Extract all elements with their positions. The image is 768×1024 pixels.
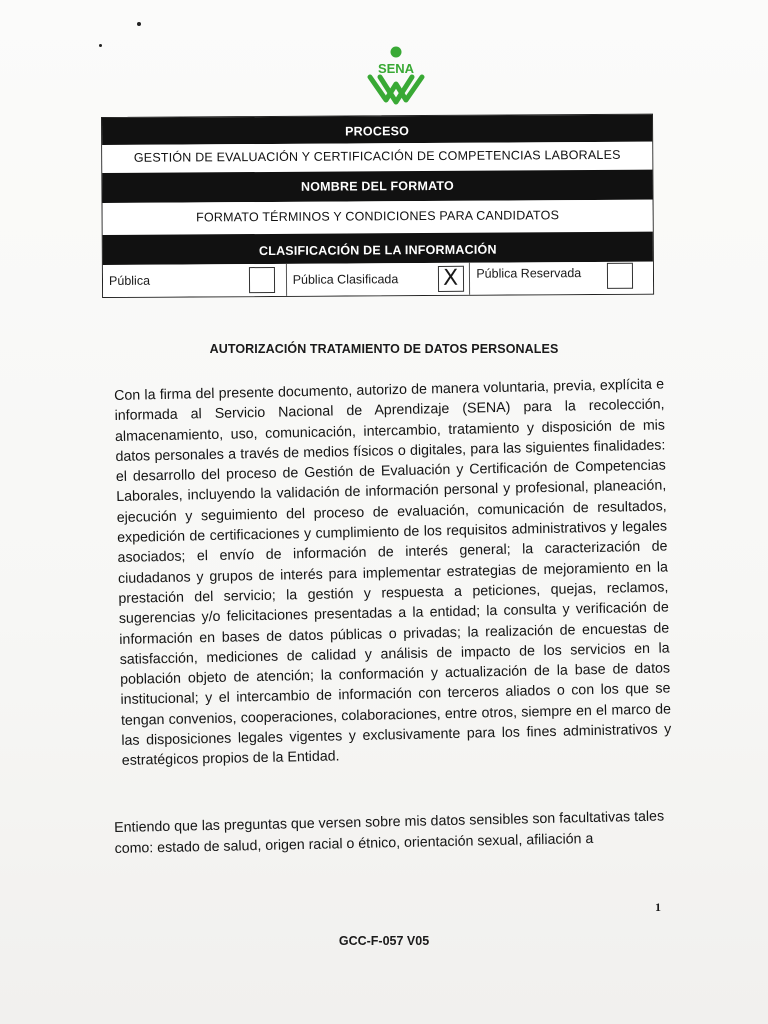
classification-option-publica-clasificada	[287, 263, 471, 296]
document-title: AUTORIZACIÓN TRATAMIENTO DE DATOS PERSONALES	[209, 342, 559, 356]
format-label: NOMBRE DEL FORMATO	[102, 170, 652, 203]
classification-option-publica	[103, 264, 287, 297]
classification-options	[103, 262, 653, 297]
option-label: Pública	[108, 273, 151, 288]
document-header-table	[101, 114, 654, 298]
authorization-paragraph: Con la firma del presente documento, autorizo de manera voluntaria, previa, explícita e informada al Servicio Nacional de Aprendizaje (SENA) para la recolección, almacenamiento, uso, comunicación, intercambio, tratamiento y disposición de mis datos personales a través de medios físicos o digitales, para las siguientes finalidades: el desarrollo del proceso de Gestión de Evaluación y Certificación de Competencias Laborales, incluyendo la validación de información personal y profesional, planeación, ejecución y seguimiento del proceso de evaluación, comunicación de resultados, expedición de certificaciones y cumplimiento de los requisitos administrativos y legales asociados; el envío de información de interés general; la caracterización de ciudadanos y grupos de interés para implementar estrategias de mejoramiento en la prestación del servicio; la gestión y respuesta a peticiones, quejas, reclamos, sugerencias y/o felicitaciones presentadas a la entidad; la consulta y verificación de información en bases de datos públicas o privadas; la realización de encuestas de satisfacción, mediciones de calidad y análisis de impacto de los servicios en la población objeto de atención; la conformación y actualización de la base de datos institucional; y el intercambio de información con terceros aliados o con los que se tengan convenios, cooperaciones, colaboraciones, entre otros, siempre en el marco de las disposiciones legales vigentes y exclusivamente para los fines administrativos y estratégicos propios de la Entidad.	[114, 376, 672, 770]
page-number: 1	[655, 900, 661, 914]
format-value: FORMATO TÉRMINOS Y CONDICIONES PARA CANDIDATOS	[103, 200, 653, 235]
sena-logo-icon	[362, 44, 428, 110]
option-checkbox	[249, 267, 275, 293]
scan-speck	[137, 22, 141, 26]
scan-speck	[99, 44, 102, 47]
classification-label: CLASIFICACIÓN DE LA INFORMACIÓN	[103, 232, 653, 265]
process-label: PROCESO	[102, 115, 652, 145]
form-code: GCC-F-057 V05	[338, 934, 430, 948]
option-checkbox	[607, 263, 633, 289]
option-label: Pública Reservada	[476, 266, 582, 281]
logo-text: SENA	[377, 61, 415, 76]
process-value: GESTIÓN DE EVALUACIÓN Y CERTIFICACIÓN DE COMPETENCIAS LABORALES	[102, 142, 652, 173]
classification-option-publica-reservada	[470, 262, 653, 295]
sensitive-data-paragraph: Entiendo que las preguntas que versen sobre mis datos sensibles son facultativas tales como: estado de salud, origen racial o étnico, orientación sexual, afiliación a	[114, 808, 665, 857]
option-label: Pública Clasificada	[292, 272, 399, 287]
option-checkbox-checked: X	[438, 266, 464, 292]
